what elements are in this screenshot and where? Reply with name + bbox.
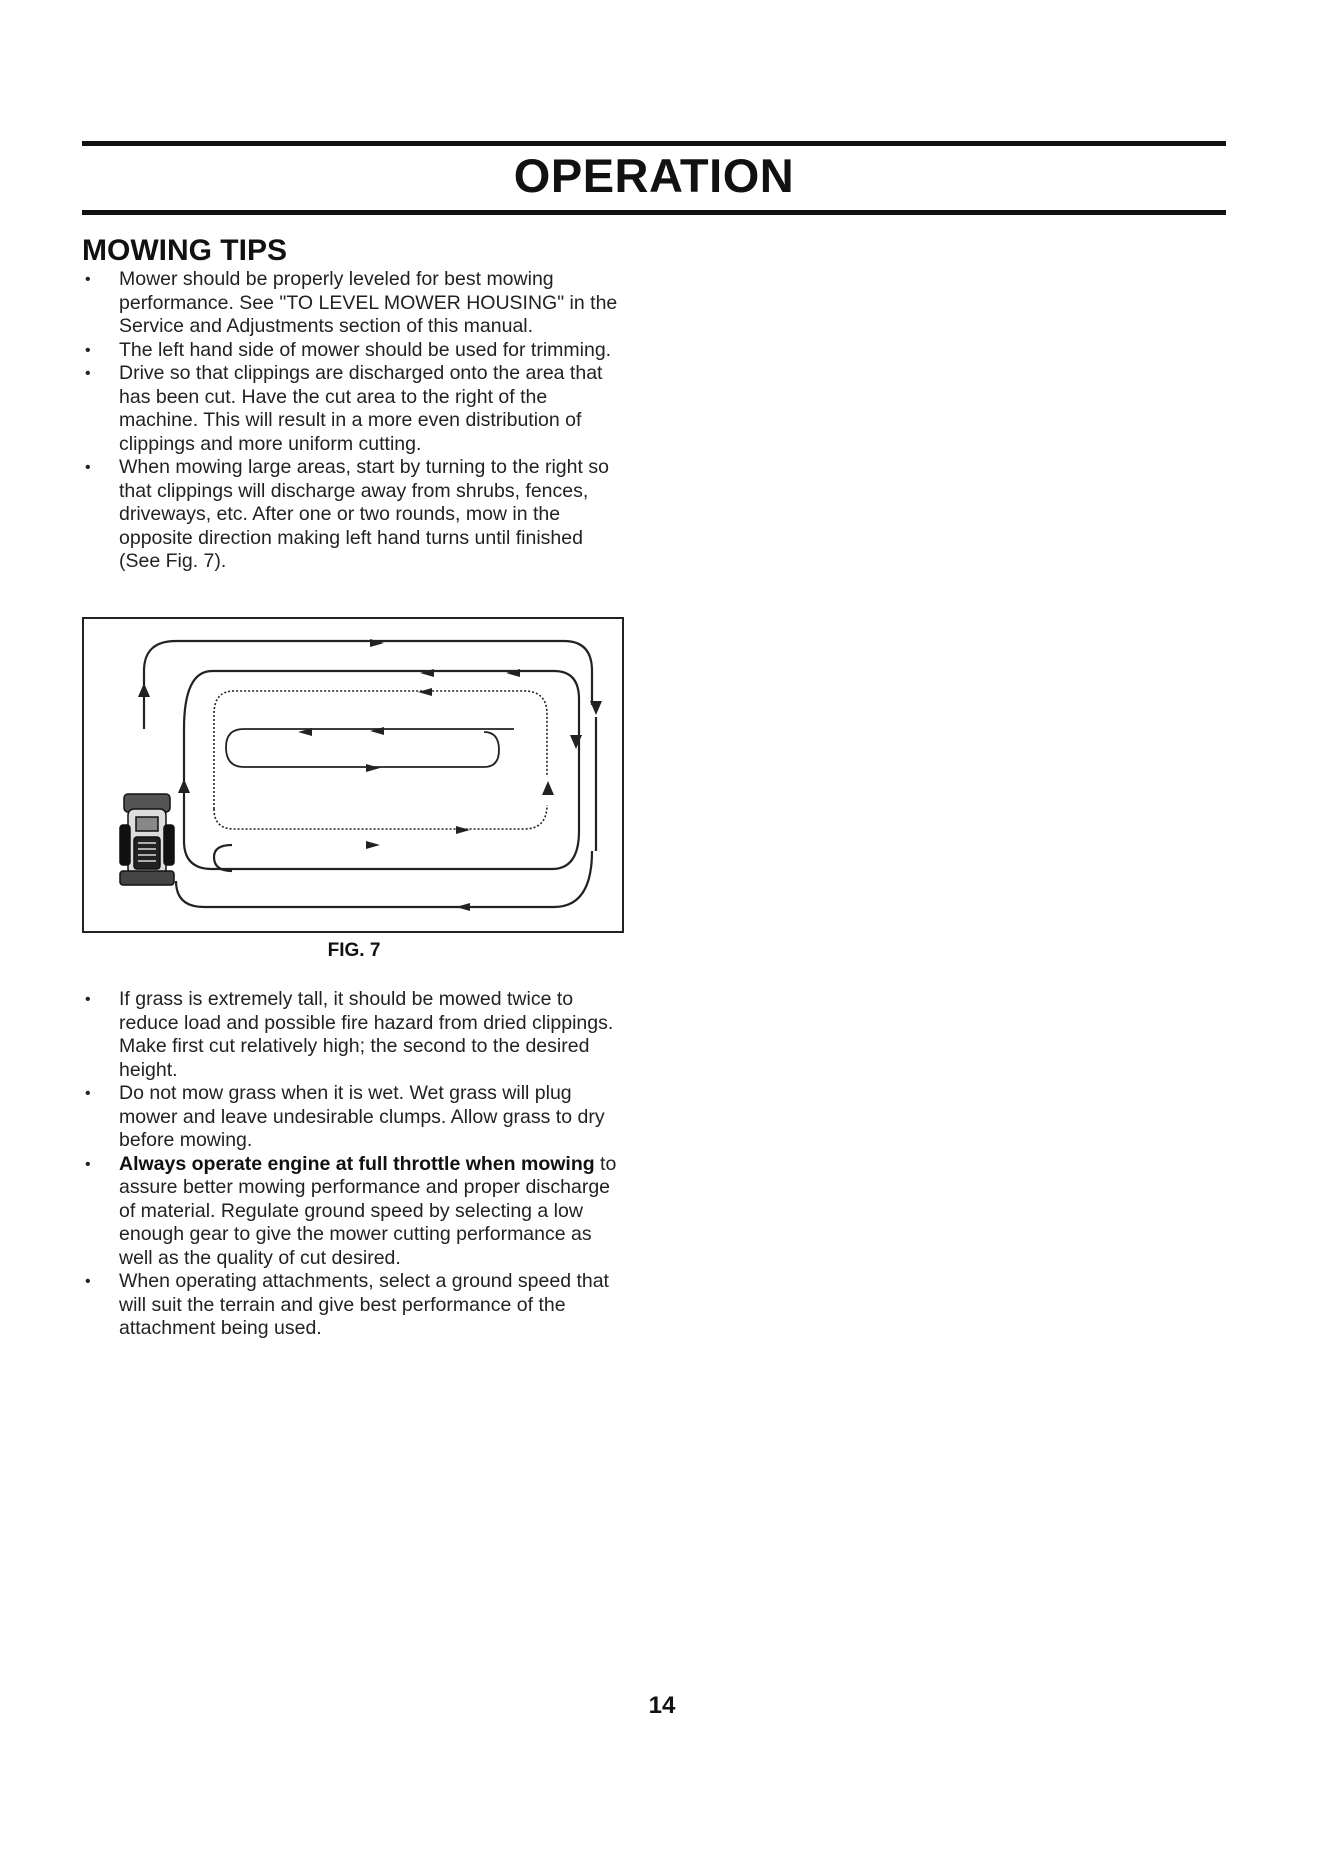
list-item: • If grass is extremely tall, it should be mowed twice to reduce load and possible fire hazard from dried clippings. Make first cut relatively high; the second to the desired height.: [82, 988, 626, 1082]
page-number: 14: [648, 1692, 676, 1719]
tips-list-top: [82, 268, 626, 574]
mowing-path-3b: [214, 805, 547, 829]
list-item: • The left hand side of mower should be used for trimming.: [82, 339, 626, 363]
mowing-path-inner: [226, 729, 514, 767]
figure-mowing-pattern: [82, 617, 624, 933]
page-title: OPERATION: [513, 149, 795, 202]
mowing-path-3: [214, 691, 547, 809]
mowing-path-2: [184, 671, 579, 869]
list-item: • When mowing large areas, start by turning to the right so that clippings will discharge away from shrubs, fences, driveways, etc. After one or two rounds, mow in the opposite direction making left hand turns until finished (See Fig. 7).: [82, 456, 626, 574]
mowing-path-bottom: [176, 851, 592, 907]
tips-list-bottom: [82, 988, 626, 1341]
list-item: • When operating attachments, select a ground speed that will suit the terrain and give best performance of the attachment being used.: [82, 1270, 626, 1341]
direction-arrow-icon: [138, 639, 602, 911]
list-item: • Do not mow grass when it is wet. Wet grass will plug mower and leave undesirable clumps. Allow grass to dry before mowing.: [82, 1082, 626, 1153]
riding-mower-icon: [120, 794, 174, 885]
figure-caption: FIG. 7: [327, 940, 381, 961]
mowing-path-bottom-inner: [214, 845, 232, 871]
mowing-pattern-diagram: [84, 619, 626, 935]
list-item: • Mower should be properly leveled for best mowing performance. See "TO LEVEL MOWER HOUSING" in the Service and Adjustments section of this manual.: [82, 268, 626, 339]
list-item: • Always operate engine at full throttle when mowing to assure better mowing performance and proper discharge of material. Regulate ground speed by selecting a low enough gear to give the mower cutting performance as well as the quality of cut desired.: [82, 1153, 626, 1271]
mowing-path-outer: [144, 641, 592, 729]
header-rule-bottom: [82, 210, 1226, 215]
section-title: MOWING TIPS: [82, 234, 287, 267]
list-item: • Drive so that clippings are discharged onto the area that has been cut. Have the cut area to the right of the machine. This will result in a more even distribution of clippings and more uniform cutting.: [82, 362, 626, 456]
header-rule-top: [82, 141, 1226, 146]
